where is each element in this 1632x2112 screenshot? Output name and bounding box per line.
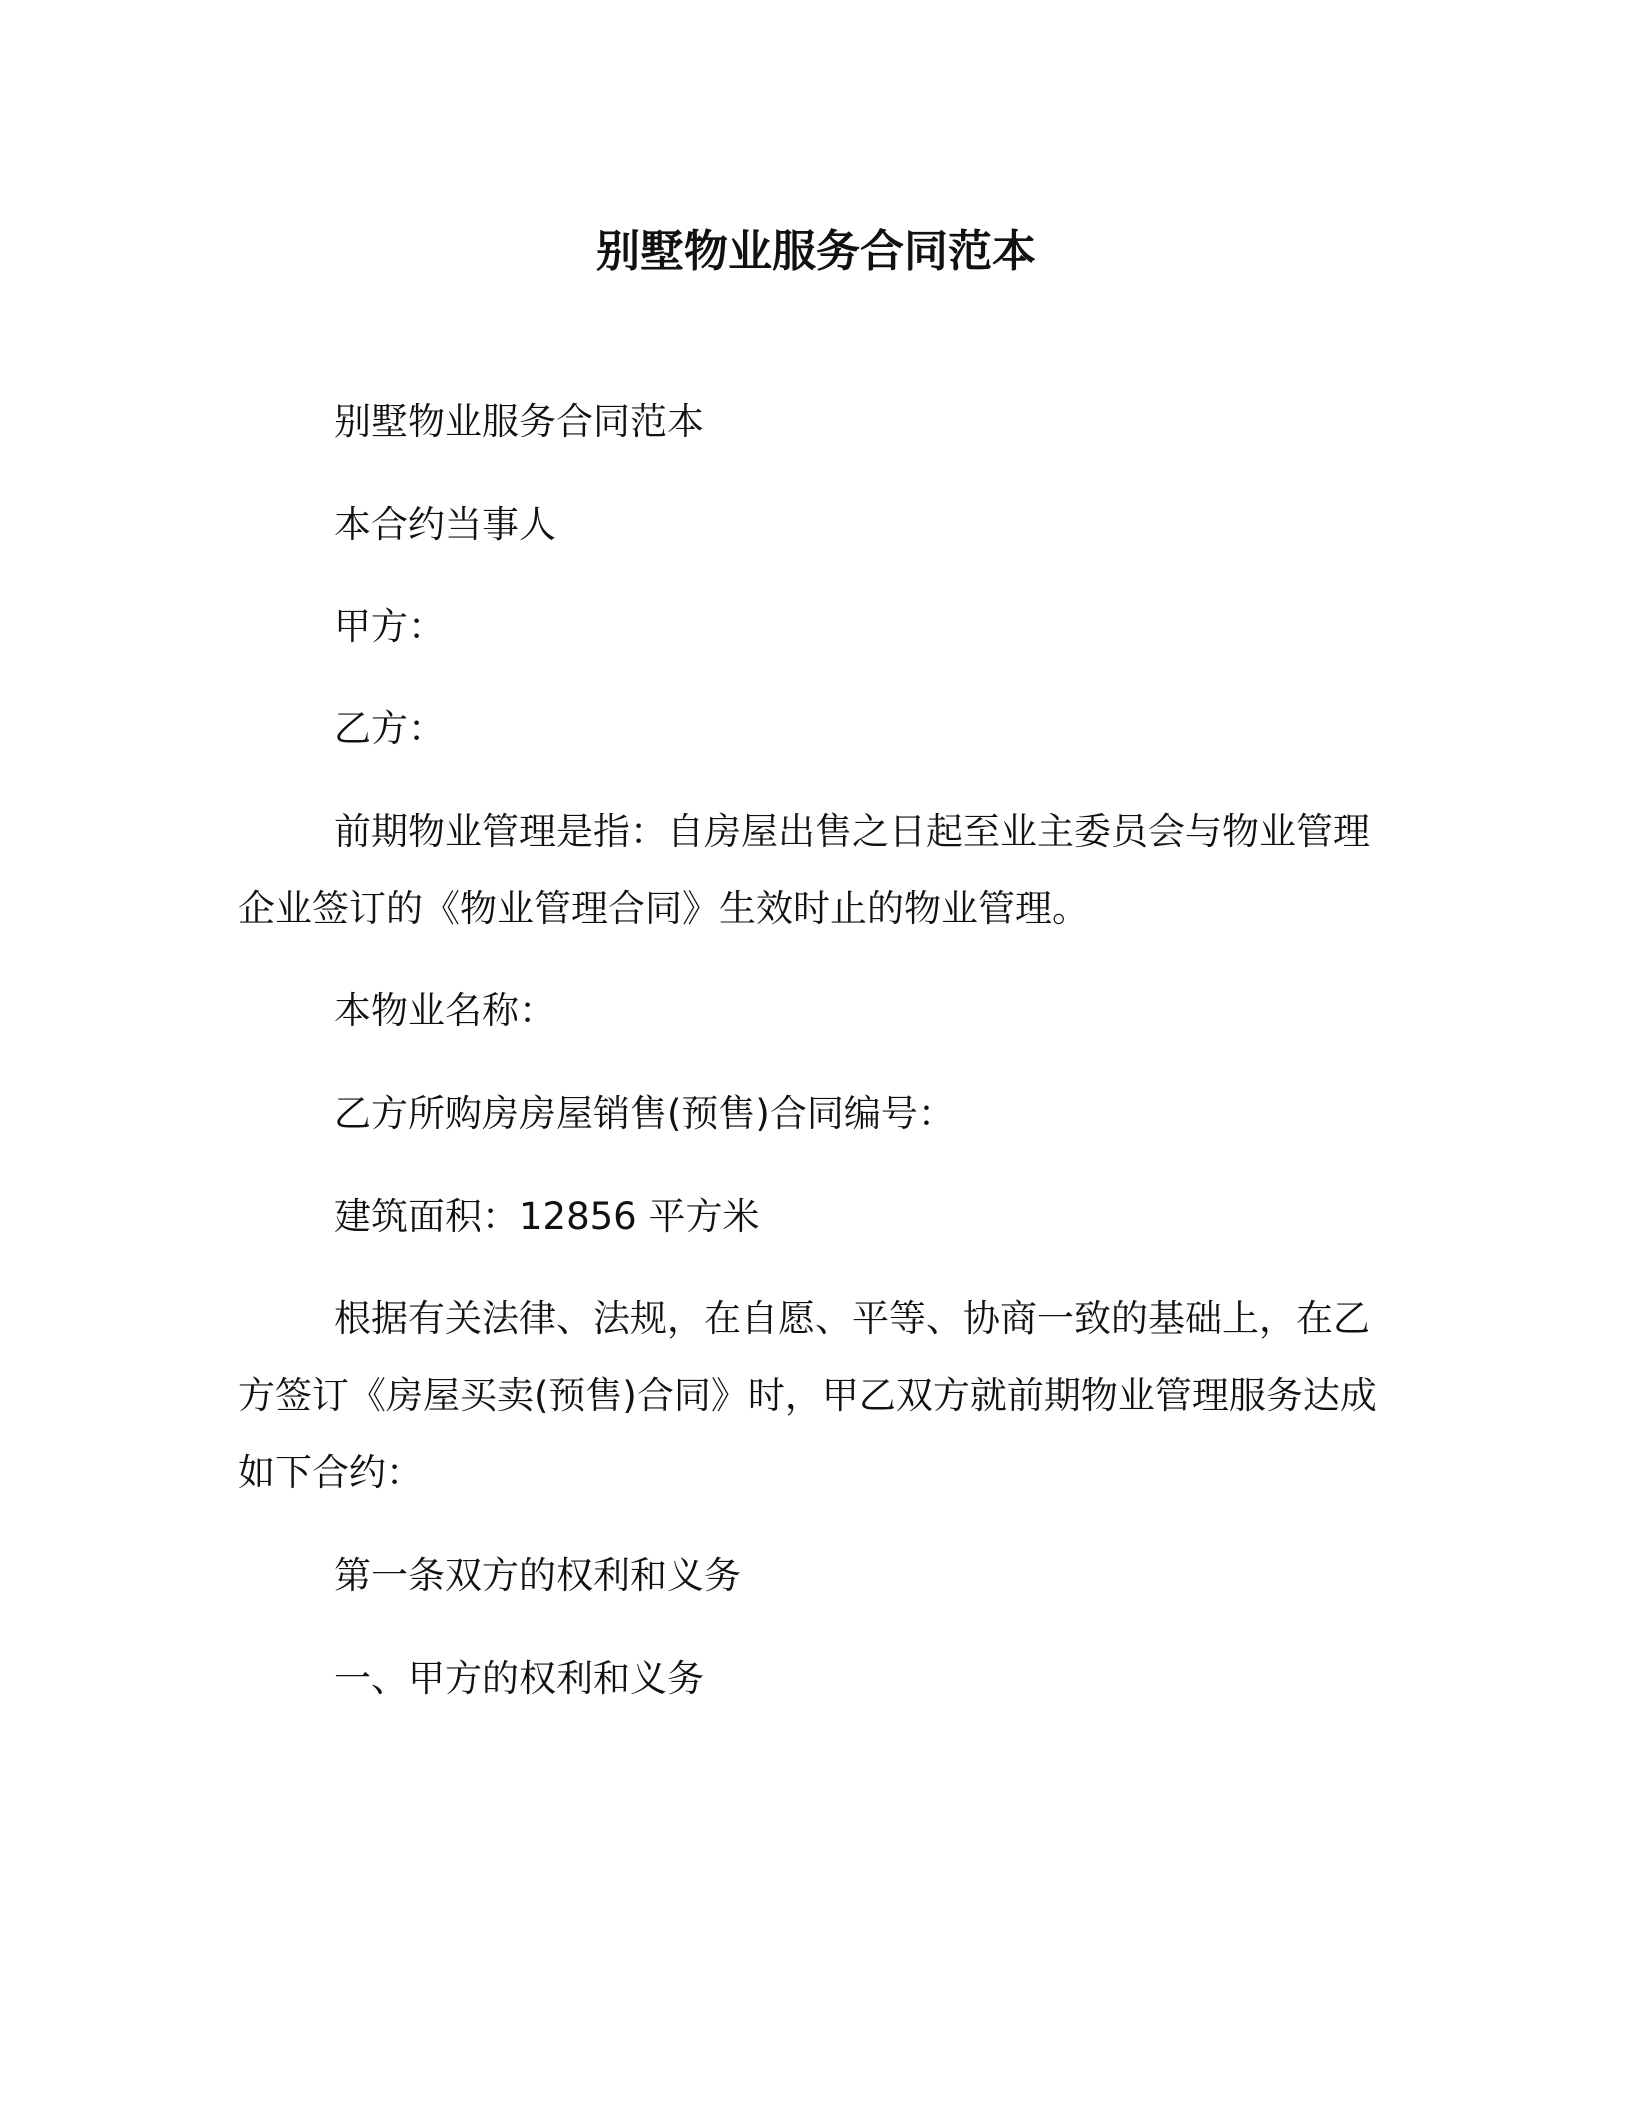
paragraph-definition: 前期物业管理是指：自房屋出售之日起至业主委员会与物业管理企业签订的《物业管理合同》生效时止的物业管理。 <box>238 810 1370 930</box>
paragraph-party-a-rights: 一、甲方的权利和义务 <box>334 1657 704 1700</box>
paragraph-floor-area: 建筑面积：12856 平方米 <box>334 1195 760 1238</box>
document-title: 别墅物业服务合同范本 <box>596 226 1036 277</box>
paragraph-parties-heading: 本合约当事人 <box>334 503 556 546</box>
paragraph-basis: 根据有关法律、法规，在自愿、平等、协商一致的基础上，在乙方签订《房屋买卖(预售)合同》时，甲乙双方就前期物业管理服务达成如下合约： <box>238 1297 1377 1494</box>
paragraph-party-a: 甲方： <box>334 605 445 648</box>
paragraph-article-one: 第一条双方的权利和义务 <box>334 1554 741 1597</box>
paragraph-contract-number: 乙方所购房房屋销售(预售)合同编号： <box>334 1092 955 1135</box>
paragraph-property-name: 本物业名称： <box>334 989 556 1032</box>
paragraph-party-b: 乙方： <box>334 707 445 750</box>
paragraph-subtitle: 别墅物业服务合同范本 <box>334 400 704 443</box>
